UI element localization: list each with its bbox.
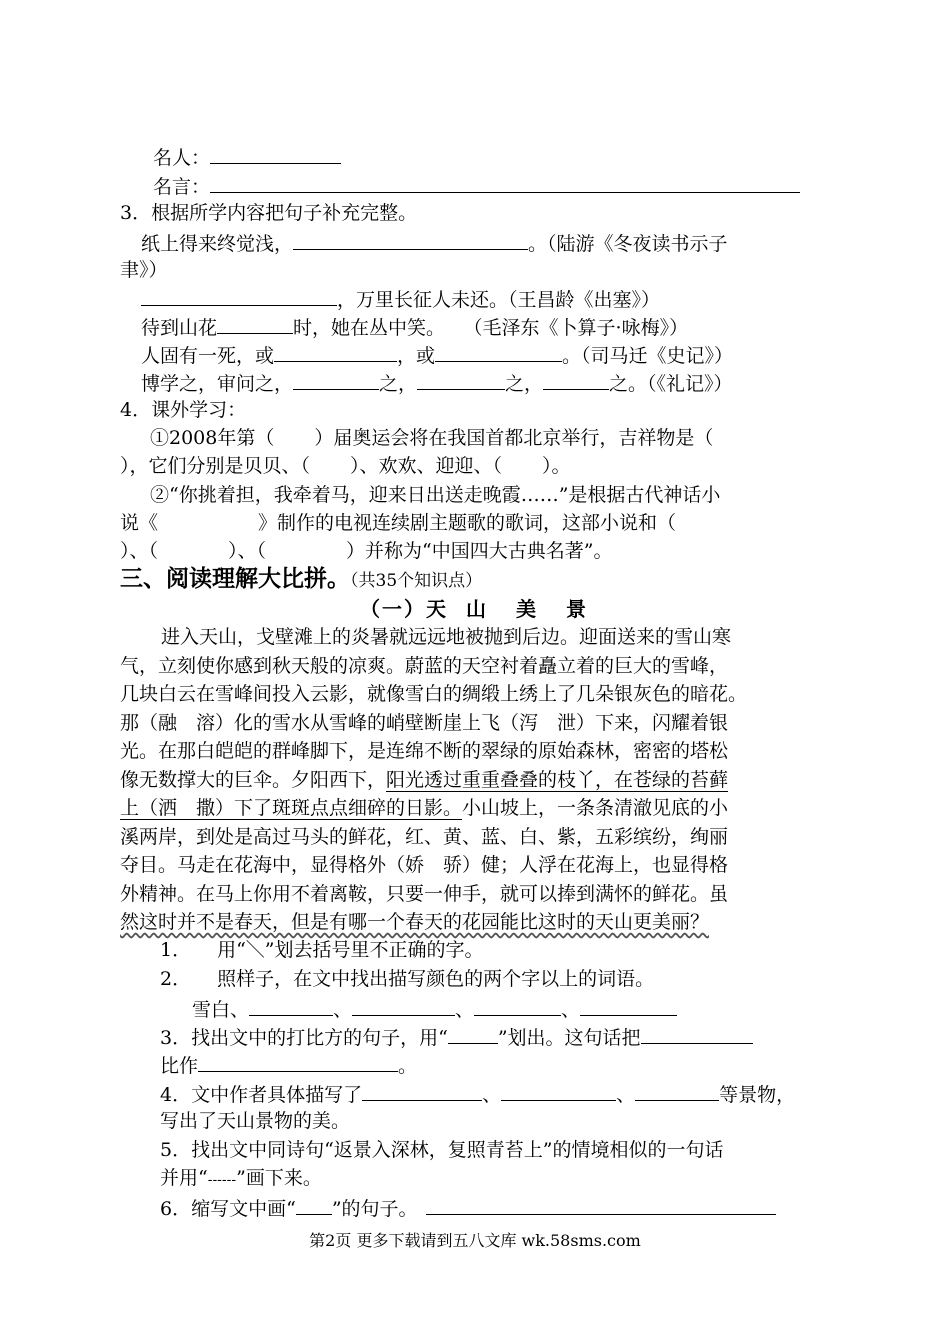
q3-line2	[141, 285, 660, 313]
q3-l5d: 之。（《礼记》）	[609, 373, 733, 395]
q4-blank2[interactable]	[501, 1080, 616, 1101]
q3-line3	[141, 313, 688, 341]
q4-blank3[interactable]	[635, 1080, 719, 1101]
q4-sep2: 、	[616, 1084, 636, 1106]
title-c: 美	[516, 597, 538, 621]
q4-i2e: ）、（	[228, 540, 267, 562]
q2-example: 雪白、	[192, 999, 250, 1021]
q5-text-b: 并用“	[160, 1167, 208, 1189]
passage-line: 几块白云在雪峰间投入云影，就像雪白的绸缎上绣上了几朵银灰色的暗花。	[120, 683, 748, 705]
section3-title: 三、阅读理解大比拼。	[120, 566, 350, 592]
q3-l2: ，万里长征人未还。（王昌龄《出塞》）	[337, 289, 661, 311]
q4-i1c: ），它们分别是贝贝、（	[120, 455, 311, 477]
question-5: 5．找出文中同诗句“返景入深林，复照青苔上”的情境相似的一句话	[160, 1139, 724, 1161]
q3-text-c: 比作	[160, 1055, 199, 1077]
q3-l5a: 博学之，审问之，	[141, 373, 294, 395]
q4-item2-cont	[120, 510, 676, 536]
q3-l3c: （毛泽东《卜算子·咏梅》）	[473, 317, 689, 339]
q3-blank1[interactable]	[641, 1023, 753, 1044]
title-a: （一）天	[360, 597, 448, 621]
q4-i2b: 说《	[120, 512, 159, 534]
q3-l4c: 。（司马迁《史记》）	[562, 345, 734, 367]
q5-text-c: ”画下来。	[236, 1167, 322, 1189]
famous-quote-label: 名言：	[153, 176, 211, 198]
passage-line: 气，立刻使你感到秋天般的凉爽。蔚蓝的天空衬着矗立着的巨大的雪峰，	[120, 655, 729, 677]
q2-blank4[interactable]	[580, 995, 677, 1016]
q3-l5b: 之，	[379, 373, 418, 395]
section3-note: （共35个知识点）	[350, 571, 483, 591]
q2-sep3: 、	[561, 999, 581, 1021]
passage-line: 夺目。马走在花海中，显得格外（娇 骄）健；人浮在花海上，也显得格	[120, 854, 729, 876]
q3-text-b: ”划出。这句话把	[497, 1027, 641, 1049]
q3-blank7[interactable]	[417, 369, 505, 390]
q6-blank[interactable]	[426, 1194, 776, 1215]
q4-i2d: ）、（	[120, 540, 159, 562]
passage-title	[360, 596, 588, 622]
passage-line	[120, 795, 728, 821]
q3-l3b: 时，她在丛中笑。	[293, 317, 446, 339]
q6-mark-line	[296, 1194, 332, 1215]
q6-text-b: ”的句子。	[331, 1198, 418, 1220]
question-1	[160, 937, 484, 963]
section3-heading	[120, 566, 482, 594]
underlined-sentence-part1: 阳光透过重重叠叠的枝丫，在苍绿的苔藓	[386, 769, 729, 791]
famous-person-blank[interactable]	[210, 143, 341, 164]
passage-line: 光。在那白皑皑的群峰脚下，是连绵不断的翠绿的原始森林，密密的塔松	[120, 740, 729, 762]
q4-text-b: 等景物，	[719, 1084, 796, 1106]
q4-heading: 4．课外学习：	[120, 399, 247, 421]
passage-p6a: 像无数撑大的巨伞。夕阳西下，	[120, 769, 387, 791]
q3-l5c: 之，	[505, 373, 544, 395]
q5-dash-mark: ------	[207, 1172, 237, 1188]
q4-item2: ②“你挑着担，我牵着马，迎来日出送走晚霞……”是根据古代神话小	[150, 484, 721, 506]
q2-text: 照样子，在文中找出描写颜色的两个字以上的词语。	[217, 968, 655, 990]
q4-item1	[150, 425, 713, 451]
q6-text-a: 6．缩写文中画“	[160, 1198, 296, 1220]
title-b: 山	[466, 597, 488, 621]
q2-blank3[interactable]	[474, 995, 561, 1016]
q3-heading: 3．根据所学内容把句子补充完整。	[120, 202, 418, 224]
q3-line5	[141, 369, 733, 397]
q4-i1e: ）。	[542, 455, 571, 477]
q3-l4a: 人固有一死，或	[141, 345, 275, 367]
q4-sep1: 、	[482, 1084, 502, 1106]
q3-l1b: 。（陆游《冬夜读书示子	[528, 233, 728, 255]
famous-quote-line	[153, 172, 800, 200]
passage-line: 那（融 溶）化的雪水从雪峰的峭壁断崖上飞（泻 泄）下来，闪耀着银	[120, 712, 729, 734]
title-d: 景	[566, 597, 588, 621]
q4-i1b: ）届奥运会将在我国首都北京举行，吉祥物是（	[314, 427, 714, 449]
famous-quote-blank[interactable]	[210, 172, 800, 193]
passage-line	[120, 767, 728, 793]
q4-item2-cont2	[120, 538, 612, 564]
q2-number: 2．	[160, 968, 192, 990]
q3-line1-cont: 聿》）	[120, 259, 168, 281]
q4-i1d: ）、欢欢、迎迎、（	[350, 455, 503, 477]
q3-blank1[interactable]	[293, 229, 528, 250]
q3-l3a: 待到山花	[141, 317, 218, 339]
q4-i2c: 》制作的电视连续剧主题歌的歌词，这部小说和（	[258, 512, 677, 534]
q3-text-a: 3．找出文中的打比方的句子，用“	[160, 1027, 448, 1049]
q4-item1-cont	[120, 453, 571, 479]
question-5-cont	[160, 1165, 322, 1193]
q3-text-d: 。	[398, 1055, 418, 1077]
underlined-sentence-part2: 上（洒 撒）下了斑斑点点细碎的日影。	[120, 797, 463, 819]
question-4	[160, 1080, 795, 1108]
q2-blank1[interactable]	[249, 995, 333, 1016]
q4-blank1[interactable]	[362, 1080, 482, 1101]
q2-sep2: 、	[455, 999, 475, 1021]
question-2	[160, 966, 654, 992]
q3-blank6[interactable]	[293, 369, 379, 390]
q1-text: 用“＼”划去括号里不正确的字。	[217, 939, 484, 961]
passage-line: 进入天山，戈壁滩上的炎暑就远远地被抛到后边。迎面送来的雪山寒	[161, 626, 732, 648]
q4-i2f: ）并称为“中国四大古典名著”。	[346, 540, 613, 562]
famous-person-line	[153, 143, 341, 171]
q3-mark-line	[448, 1023, 498, 1044]
q3-blank4[interactable]	[274, 341, 397, 362]
question-6	[160, 1194, 776, 1222]
q1-number: 1．	[160, 939, 192, 961]
q3-blank2[interactable]	[198, 1051, 398, 1072]
q3-blank3[interactable]	[217, 313, 293, 334]
q4-i1a: ①2008年第（	[150, 427, 275, 449]
q4-text-a: 4．文中作者具体描写了	[160, 1084, 363, 1106]
question-3-cont	[160, 1051, 417, 1079]
q3-l4b: ，或	[397, 345, 436, 367]
q3-blank5[interactable]	[435, 341, 562, 362]
famous-person-label: 名人：	[153, 147, 211, 169]
q3-blank2[interactable]	[141, 285, 337, 306]
question-4-cont: 写出了天山景物的美。	[160, 1110, 351, 1132]
passage-line-wavy: 然这时并不是春天，但是有哪一个春天的花园能比这时的天山更美丽？	[120, 911, 710, 933]
q3-l1a: 纸上得来终觉浅，	[141, 233, 294, 255]
passage-line: 溪两岸，到处是高过马头的鲜花，红、黄、蓝、白、紫，五彩缤纷，绚丽	[120, 826, 729, 848]
passage-p7b: 小山坡上，一条条清澈见底的小	[462, 797, 729, 819]
question-3	[160, 1023, 753, 1051]
q2-blank2[interactable]	[352, 995, 455, 1016]
q3-line4	[141, 341, 733, 369]
question-2-blanks	[192, 995, 677, 1023]
q3-line1	[141, 229, 728, 257]
q3-blank8[interactable]	[543, 369, 609, 390]
page-footer: 第2页 更多下载请到五八文库 wk.58sms.com	[309, 1231, 641, 1250]
q2-sep1: 、	[333, 999, 353, 1021]
passage-line: 外精神。在马上你用不着离鞍，只要一伸手，就可以捧到满怀的鲜花。虽	[120, 883, 729, 905]
